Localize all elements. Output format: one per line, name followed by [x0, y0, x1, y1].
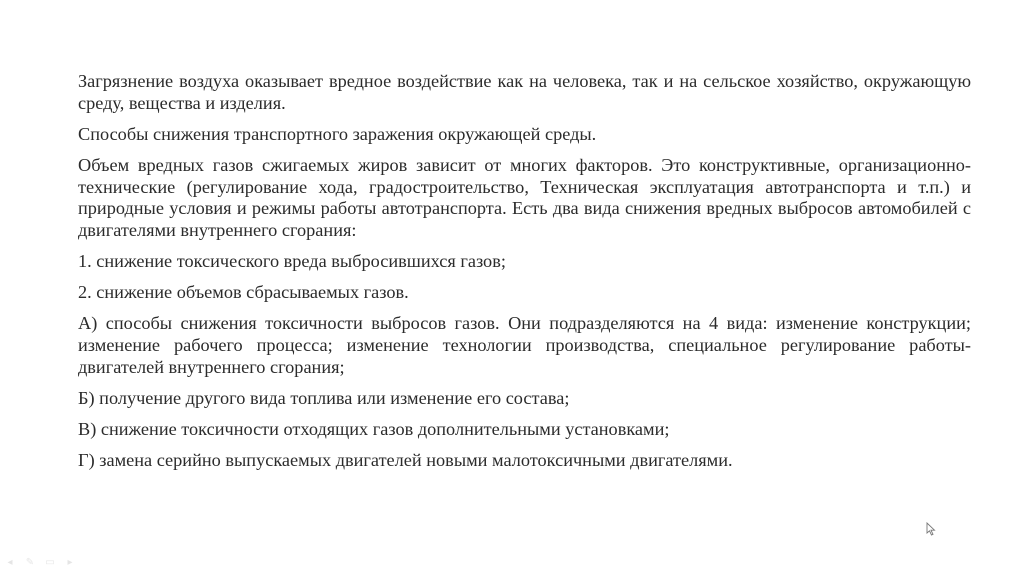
next-arrow-icon[interactable]: ▸: [67, 557, 73, 568]
list-item-a: А) способы снижения токсичности выбросов газов. Они подразделяются на 4 вида: изменение конструкции; изменение рабочего процесса; изменение технологии производства, специальное регулирование работы-двигателей внутреннего сгорания;: [78, 313, 971, 377]
list-item-1: 1. снижение токсического вреда выбросившихся газов;: [78, 250, 506, 271]
previous-arrow-icon[interactable]: ◂: [7, 557, 13, 568]
slide-text-body: [78, 71, 971, 481]
paragraph-methods-heading: Способы снижения транспортного заражения окружающей среды.: [78, 123, 597, 144]
slides-overview-icon[interactable]: ▭: [45, 557, 55, 568]
list-item-v: В) снижение токсичности отходящих газов дополнительными установками;: [78, 418, 670, 439]
list-item-b: Б) получение другого вида топлива или изменение его состава;: [78, 387, 570, 408]
paragraph-harmful-gas-factors: Объем вредных газов сжигаемых жиров зависит от многих факторов. Это конструктивные, организационно-технические (регулирование хода, градостроительство, Техническая эксплуатация автотранспорта и т.п.) и природные условия и режимы работы автотранспорта. Есть два вида снижения вредных выбросов автомобилей с двигателями внутреннего сгорания:: [78, 154, 971, 240]
slideshow-toolbar: [4, 558, 76, 568]
paragraph-air-pollution-intro: Загрязнение воздуха оказывает вредное воздействие как на человека, так и на сельское хозяйство, окружающую среду, вещества и изделия.: [78, 71, 971, 113]
pen-icon[interactable]: ✎: [25, 557, 35, 568]
list-item-g: Г) замена серийно выпускаемых двигателей новыми малотоксичными двигателями.: [78, 450, 733, 471]
mouse-cursor-icon: [926, 522, 936, 536]
list-item-2: 2. снижение объемов сбрасываемых газов.: [78, 282, 409, 303]
